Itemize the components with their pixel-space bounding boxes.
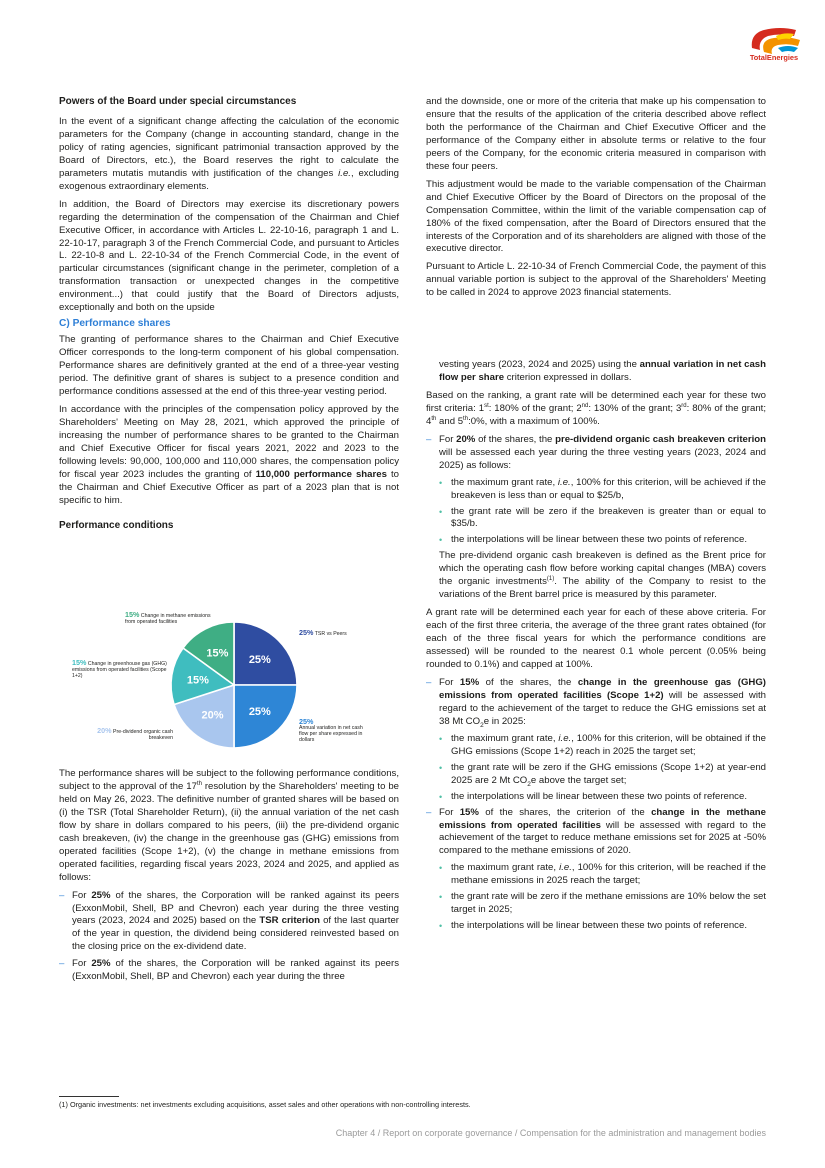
text: of the shares, the Corporation will be ranked against its peers (ExxonMobil, Shell, BP and Chevron) each year during the three bbox=[72, 958, 400, 983]
text: resolution by the Shareholders' meeting to be held on May 26, 2023. The definitive number of granted shares will be based on (i) the TSR (Total Shareholder Return), (ii) the annual variation of the net cash flow by share in dollars compared to his peers, (iii) the pre-dividend organic cash breakeven, (iv) the change in the greenhouse gas (GHG) emissions from operated facilities (Scope 1+2), (v) the change in methane emissions from operated facilities, regarding fiscal years 2023, 2024 and 2025, and applied as follows: bbox=[59, 780, 400, 883]
ghg-bullet-1 bbox=[426, 733, 766, 759]
legend-ghg-pct: 15% bbox=[72, 658, 87, 667]
text-bold: TSR criterion bbox=[259, 915, 320, 927]
text: the maximum grant rate, bbox=[451, 732, 556, 744]
text: The pre-dividend organic cash breakeven is defined as the Brent price for which the operating cash flow before working capital changes (MBA) covers the organic investments bbox=[439, 550, 766, 588]
text: Based on the ranking, a grant rate will be determined each year for these two first criteria: 1 bbox=[426, 389, 766, 414]
performance-conditions-paragraph bbox=[59, 768, 399, 885]
performance-conditions-chart bbox=[59, 605, 399, 765]
text: For bbox=[72, 958, 87, 970]
legend-breakeven-text: Pre-dividend organic cash breakeven bbox=[113, 729, 173, 741]
methane-bullet-2: • the grant rate will be zero if the methane emissions are 10% below the set target in 2025; bbox=[426, 891, 766, 917]
section-c-heading: C) Performance shares bbox=[59, 318, 171, 330]
text: , 100% for this criterion, will be reached if the methane emissions in 2025 reach the target; bbox=[451, 862, 766, 887]
running-footer: Chapter 4 / Report on corporate governance / Compensation for the administration and management bodies bbox=[335, 1128, 766, 1138]
legend-methane-pct: 15% bbox=[125, 610, 140, 619]
pie-slice-label-4: 15% bbox=[206, 647, 229, 660]
adjustment-paragraph-3: Pursuant to Article L. 22-10-34 of French Commercial Code, the payment of this annual variable portion is subject to the approval of the Shareholders' Meeting to be called in 2024 to approve 2023 financial statements. bbox=[426, 261, 766, 299]
legend-breakeven bbox=[93, 728, 173, 741]
criterion-breakeven bbox=[426, 434, 766, 473]
text-bold: 15% bbox=[459, 676, 480, 688]
text: For bbox=[439, 433, 454, 445]
text-bold: 110,000 performance shares bbox=[255, 468, 387, 480]
text-italic: i.e. bbox=[338, 167, 351, 179]
footnote: (1) Organic investments: net investments excluding acquisitions, asset sales and other operations with non-controlling interests. bbox=[59, 1100, 471, 1109]
legend-ghg bbox=[72, 660, 176, 679]
text: For bbox=[439, 806, 454, 818]
legend-ghg-text: Change in greenhouse gas (GHG) emissions from operated facilities (Scope 1+2) bbox=[72, 661, 167, 679]
legend-tsr-pct: 25% bbox=[299, 628, 314, 637]
legend-methane-text: Change in methane emissions from operated facilities bbox=[125, 613, 211, 625]
text-sup: nd bbox=[581, 402, 589, 409]
text: of the shares, the bbox=[485, 676, 572, 688]
net-cash-flow-continuation bbox=[426, 359, 766, 385]
text-sup: th bbox=[463, 415, 469, 422]
text: . The ability of the Company to resist to the variations of the Brent barrel price is measured by this parameter. bbox=[439, 576, 766, 601]
text: In the event of a significant change affecting the calculation of the economic parameters for the Company (change in accounting standard, change in the policy of rating agencies, significant patrimonial transaction approved by the Board of Directors, etc.), the Board reserves the right to calculate the parameters mutatis mutandis with justification of the changes bbox=[59, 115, 399, 179]
powers-paragraph-1 bbox=[59, 116, 399, 194]
text: e above the target set; bbox=[530, 774, 627, 786]
text: will be assessed with regard to the achievement of the target to reduce the GHG emissions set at 38 Mt CO bbox=[439, 689, 766, 727]
performance-conditions-heading: Performance conditions bbox=[59, 519, 174, 531]
text-bold: change in the greenhouse gas (GHG) emissions from operated facilities (Scope 1+2) bbox=[439, 676, 767, 701]
text: and 5 bbox=[436, 415, 464, 427]
pie-slice-label-2: 20% bbox=[201, 709, 224, 722]
text-bold: change in the methane emissions from operated facilities bbox=[439, 806, 767, 831]
powers-paragraph-2: In addition, the Board of Directors may exercise its discretionary powers regarding the determination of the compensation of the Chairman and Chief Executive Officer, in accordance with Articles L. 22-10-16, paragraph 1 and L. 22-10-17, paragraph 3 of the French Commercial Code, and pursuant to Articles L. 22-10-8 and L. 22-10-34 of the French Commercial Code, in the event of particular circumstances (significant change in the perimeter, completion of a transformation transaction or unexpected changes in the competitive environment...) that could justify that the Board of Directors adjusts, exceptionally and both on the upside bbox=[59, 198, 399, 314]
text: to the Chairman and Chief Executive Officer as part of a 2023 plan that is not specific to him. bbox=[59, 468, 399, 506]
breakeven-bullet-1 bbox=[426, 477, 766, 503]
text: : 80% of the grant; 4 bbox=[426, 402, 766, 427]
ranking-paragraph bbox=[426, 390, 766, 429]
text: will be assessed with regard to the achievement of the target to reduce methane emissions set for 2025 at -50% compared to the methane emissions of 2020. bbox=[439, 819, 766, 857]
left-column-bottom bbox=[59, 768, 399, 988]
breakeven-bullet-2: • the grant rate will be zero if the breakeven is greater than or equal to $35/b. bbox=[426, 506, 766, 532]
grant-rate-paragraph: A grant rate will be determined each year for each of these above criteria. For each of the first three criteria, the average of the three grant rates obtained (for each of the three fiscal years for which the performance conditions are assessed) will be rounded to the nearest 0.1 whole percent (0.05% being rounded to 0.1%) and capped at 100%. bbox=[426, 607, 766, 671]
text-sup: rd bbox=[681, 402, 687, 409]
text: vesting years (2023, 2024 and 2025) using the bbox=[439, 359, 637, 370]
text-italic: i.e. bbox=[559, 862, 572, 874]
text: the grant rate will be zero if the GHG emissions (Scope 1+2) at year-end 2025 are 2 Mt CO bbox=[451, 761, 766, 786]
right-column-top bbox=[426, 96, 766, 305]
text: the maximum grant rate, bbox=[451, 862, 557, 874]
text-italic: i.e. bbox=[558, 732, 572, 744]
right-column-bottom bbox=[426, 359, 766, 936]
criterion-methane bbox=[426, 807, 766, 859]
brand-name: TotalEnergies bbox=[749, 53, 799, 62]
text-italic: i.e. bbox=[557, 476, 571, 488]
left-column-top bbox=[59, 96, 399, 540]
criterion-tsr bbox=[59, 890, 399, 955]
text-sup: th bbox=[431, 415, 437, 422]
performance-shares-paragraph-1: The granting of performance shares to the Chairman and Chief Executive Officer corresponds to the long-term component of his global compensation. Performance shares are definitively granted at the end of a three-year vesting period. The definitive grant of shares is subject to a presence condition and performance conditions assessed at the end of this three-year vesting period. bbox=[59, 334, 399, 398]
text: : 180% of the grant; 2 bbox=[488, 402, 582, 414]
ghg-bullet-3: • the interpolations will be linear between these two points of reference. bbox=[426, 791, 766, 804]
text-sup: st bbox=[484, 402, 489, 409]
legend-breakeven-pct: 20% bbox=[97, 726, 112, 735]
text-sup: (1) bbox=[546, 576, 555, 583]
text: of the shares, the bbox=[478, 433, 553, 445]
text: e in 2025: bbox=[483, 715, 526, 727]
text: , 100% for this criterion, will be obtained if the GHG emissions (Scope 1+2) reach in 2025 the target set; bbox=[451, 732, 766, 757]
criterion-ghg bbox=[426, 677, 766, 729]
text: The performance shares will be subject to the following performance conditions, subject to the approval of the 17 bbox=[59, 768, 399, 792]
text: , 100% for this criterion, will be achieved if the breakeven is less than or equal to $25/b, bbox=[451, 476, 766, 501]
text-bold: 25% bbox=[91, 889, 111, 901]
text-bold: 15% bbox=[459, 806, 479, 818]
methane-bullet-3: • the interpolations will be linear between these two points of reference. bbox=[426, 920, 766, 933]
text-bold: 25% bbox=[91, 958, 111, 970]
text: For bbox=[72, 889, 87, 901]
ghg-bullet-2 bbox=[426, 762, 766, 788]
text: the maximum grant rate, bbox=[451, 476, 556, 488]
text: , excluding exogenous extraordinary elements. bbox=[59, 167, 399, 192]
text: : 130% of the grant; 3 bbox=[588, 402, 682, 414]
footnote-rule bbox=[59, 1096, 119, 1097]
performance-shares-paragraph-2 bbox=[59, 404, 399, 508]
legend-netcash-text: Annual variation in net cash flow per share expressed in dollars bbox=[299, 725, 363, 743]
text-bold: pre-dividend organic cash breakeven criterion bbox=[555, 433, 766, 445]
legend-netcash bbox=[299, 719, 369, 743]
mba-paragraph bbox=[426, 550, 766, 602]
text-sub: 2 bbox=[480, 721, 484, 729]
breakeven-bullet-3: • the interpolations will be linear between these two points of reference. bbox=[426, 534, 766, 547]
text-bold: 20% bbox=[456, 433, 476, 445]
legend-tsr bbox=[299, 630, 389, 637]
text: will be assessed each year during the three vesting years (2023, 2024 and 2025) as follows: bbox=[439, 446, 766, 471]
criterion-net-cash-flow-start bbox=[59, 958, 399, 984]
powers-heading: Powers of the Board under special circumstances bbox=[59, 96, 297, 107]
pie-slice-label-3: 15% bbox=[186, 674, 209, 687]
text: :0%, with a maximum of 100%. bbox=[468, 415, 600, 427]
text: of the shares, the Corporation will be ranked against its peers (ExxonMobil, Shell, BP and Chevron) each year during the three vesting years (2023, 2024 and 2025) based on the bbox=[72, 889, 400, 927]
text: In accordance with the principles of the compensation policy approved by the Shareholders' Meeting on May 28, 2021, which approved the principle of increasing the number of performance shares to be granted to the Chairman and Chief Executive Officer for fiscal years 2021, 2022 and 2023 to the following levels: 90,000, 100,000 and 110,000 shares, the compensation policy for fiscal year 2023 includes the granting of bbox=[59, 403, 399, 480]
pie-slice-label-0: 25% bbox=[248, 654, 271, 667]
adjustment-paragraph-2: This adjustment would be made to the variable compensation of the Chairman and Chief Executive Officer by the Board of Directors on the proposal of the Compensation Committee, within the limit of the variable compensation cap of 180% of the fixed compensation, after the Board of Directors ensured that the interests of the Corporation and of its shareholders are aligned with those of the executive director. bbox=[426, 178, 766, 255]
text-bold: annual variation in net cash flow per share bbox=[439, 359, 766, 383]
legend-netcash-pct: 25% bbox=[299, 717, 314, 726]
text-sub: 2 bbox=[527, 780, 531, 788]
text: of the shares, the criterion of the bbox=[485, 806, 645, 818]
text-sup: th bbox=[196, 780, 202, 787]
pie-slice-label-1: 25% bbox=[248, 705, 271, 718]
text: of the last quarter of the year in question, the dividend being considered reinvested based on the closing price on the ex-dividend date. bbox=[72, 915, 399, 953]
text: For bbox=[439, 676, 454, 688]
legend-tsr-text: TSR vs Peers bbox=[314, 631, 347, 637]
legend-methane bbox=[125, 612, 215, 625]
methane-bullet-1 bbox=[426, 862, 766, 888]
adjustment-paragraph-1: and the downside, one or more of the criteria that make up his compensation to ensure that the results of the application of the criteria described above reflect both the performance of the Chairman and Chief Executive Officer and the performance of the Company either in absolute terms or relative to the four peers of the Company, for the economic criteria measured in comparison with these four peers. bbox=[426, 96, 766, 172]
text: criterion expressed in dollars. bbox=[506, 371, 632, 383]
